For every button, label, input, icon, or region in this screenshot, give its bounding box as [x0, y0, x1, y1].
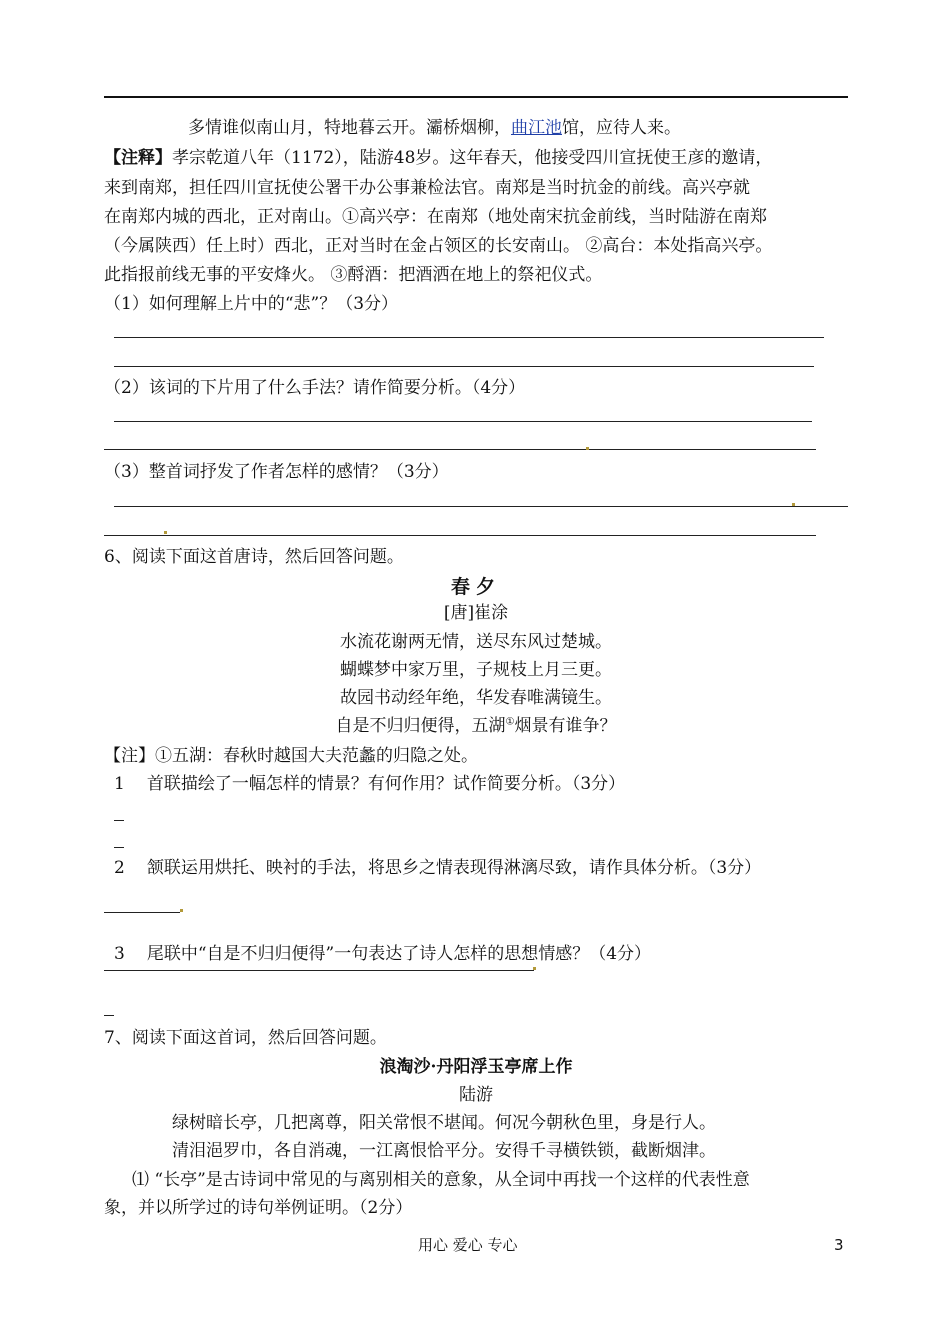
- answer-line[interactable]: [104, 912, 180, 913]
- answer-dash[interactable]: [104, 1015, 114, 1016]
- q6-3: 3 尾联中“自是不归归便得”一句表达了诗人怎样的思想情感？（4分）: [114, 944, 652, 964]
- answer-line[interactable]: [114, 506, 848, 507]
- poem-line-4: 自是不归归便得，五湖①烟景有谁争？: [335, 716, 617, 736]
- q6-1-number: 1: [114, 774, 125, 794]
- answer-line[interactable]: [104, 970, 534, 971]
- note-line-5: 此指报前线无事的平安烽火。 ③酹酒：把酒洒在地上的祭祀仪式。: [104, 265, 603, 285]
- ci-line-2: 清泪浥罗巾，各自消魂，一江离恨恰平分。安得千寻横铁锁，截断烟津。: [172, 1141, 716, 1161]
- note-line-4: （今属陕西）任上时）西北，正对当时在金占领区的长安南山。 ②高台：本处指高兴亭。: [104, 236, 773, 256]
- ink-dot: [792, 503, 795, 506]
- poem-line-1: 水流花谢两无情，送尽东风过楚城。: [340, 632, 612, 652]
- q5-2-prompt: （2）该词的下片用了什么手法？请作简要分析。（4分）: [104, 378, 526, 398]
- note-label: 【注释】: [104, 148, 172, 168]
- answer-line[interactable]: [114, 421, 812, 422]
- footnote-marker: ①: [505, 716, 515, 728]
- footer-motto: 用心 爱心 专心: [418, 1236, 518, 1254]
- page-number: 3: [834, 1236, 844, 1254]
- section7-heading: 7、阅读下面这首词，然后回答问题。: [104, 1028, 387, 1048]
- answer-line[interactable]: [104, 535, 816, 536]
- q7-1-line-2: 象，并以所学过的诗句举例证明。（2分）: [104, 1198, 413, 1218]
- poem-closing-line: 多情谁似南山月，特地暮云开。灞桥烟柳，曲江池馆，应待人来。: [188, 118, 681, 138]
- poem-line-3: 故园书动经年绝，华发春唯满镜生。: [340, 688, 612, 708]
- ink-dot: [533, 967, 536, 970]
- note-line-1: 【注释】孝宗乾道八年（1172），陆游48岁。这年春天，他接受四川宣抚使王彦的邀请，: [104, 148, 773, 168]
- section6-heading: 6、阅读下面这首唐诗，然后回答问题。: [104, 547, 404, 567]
- poem-title: 春夕: [450, 576, 501, 598]
- ink-dot: [586, 447, 589, 450]
- poem-author: [唐]崔涂: [443, 603, 509, 623]
- q6-1: 1 首联描绘了一幅怎样的情景？有何作用？试作简要分析。（3分）: [114, 774, 626, 794]
- answer-line[interactable]: [114, 337, 824, 338]
- note-line-3: 在南郑内城的西北，正对南山。①高兴亭：在南郑（地处南宋抗金前线，当时陆游在南郑: [104, 207, 767, 227]
- q7-1-line-1: ⑴ “长亭”是古诗词中常见的与离别相关的意象，从全词中再找一个这样的代表性意: [132, 1170, 750, 1190]
- q6-3-number: 3: [114, 944, 125, 964]
- ink-dot: [180, 909, 183, 912]
- answer-line[interactable]: [104, 449, 816, 450]
- quijiangchi-link[interactable]: 曲江池: [511, 118, 562, 138]
- section6-note: 【注】①五湖：春秋时越国大夫范蠡的归隐之处。: [104, 746, 478, 766]
- q6-2: 2 颔联运用烘托、映衬的手法，将思乡之情表现得淋漓尽致，请作具体分析。（3分）: [114, 858, 762, 878]
- answer-line[interactable]: [114, 366, 814, 367]
- ci-author: 陆游: [459, 1085, 493, 1105]
- answer-dash[interactable]: [114, 820, 124, 821]
- q6-2-number: 2: [114, 858, 125, 878]
- ci-line-1: 绿树暗长亭，几把离尊，阳关常恨不堪闻。何况今朝秋色里，身是行人。: [172, 1113, 716, 1133]
- answer-dash[interactable]: [114, 847, 124, 848]
- ink-dot: [164, 531, 167, 534]
- q5-1-prompt: （1）如何理解上片中的“悲”？（3分）: [104, 294, 399, 314]
- ci-title: 浪淘沙·丹阳浮玉亭席上作: [379, 1057, 573, 1077]
- q5-3-prompt: （3）整首词抒发了作者怎样的感情？（3分）: [104, 462, 449, 482]
- header-rule: [104, 96, 848, 98]
- poem-line-2: 蝴蝶梦中家万里，子规枝上月三更。: [340, 660, 612, 680]
- note-line-2: 来到南郑，担任四川宣抚使公署干办公事兼检法官。南郑是当时抗金的前线。高兴亭就: [104, 178, 750, 198]
